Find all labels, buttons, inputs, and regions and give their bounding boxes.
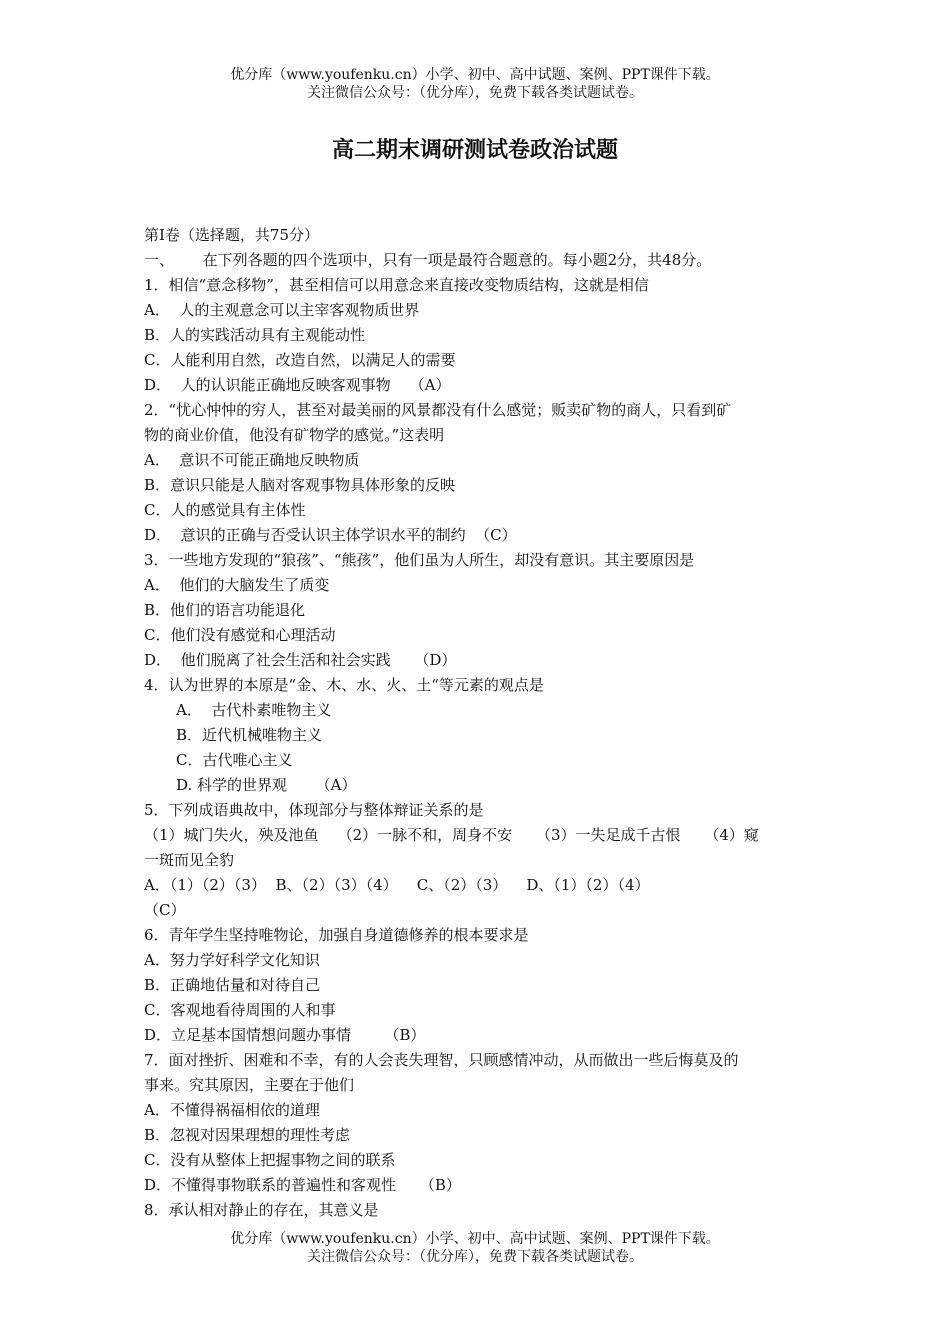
q4-option-d: D. 科学的世界观 （A） [176, 776, 357, 794]
q6-option-b: B．正确地估量和对待自己 [144, 976, 321, 994]
q6-option-a: A．努力学好科学文化知识 [144, 951, 320, 969]
q2-option-c: C．人的感觉具有主体性 [144, 501, 306, 519]
q6-option-d: D．立足基本国情想问题办事情 （B） [144, 1026, 426, 1044]
instruction-line: 一、 在下列各题的四个选项中，只有一项是最符合题意的。每小题2分，共48分。 [144, 251, 712, 269]
footer-line-1: 优分库（www.youfenku.cn）小学、初中、高中试题、案例、PPT课件下载。 [230, 1231, 720, 1247]
q2-option-d: D． 意识的正确与否受认识主体学识水平的制约 （C） [144, 526, 517, 544]
q3-option-c: C．他们没有感觉和心理活动 [144, 626, 336, 644]
q3-option-d: D． 他们脱离了社会生活和社会实践 （D） [144, 651, 457, 669]
q1-option-d: D． 人的认识能正确地反映客观事物 （A） [144, 376, 451, 394]
q6-option-c: C．客观地看待周围的人和事 [144, 1001, 336, 1019]
q7-option-d: D．不懂得事物联系的普遍性和客观性 （B） [144, 1176, 461, 1194]
q5-items: （1）城门失火，殃及池鱼 （2）一脉不和，周身不安 （3）一失足成千古恨 （4）窥 [144, 826, 759, 844]
q7-option-a: A．不懂得祸福相依的道理 [144, 1101, 320, 1119]
question-8: 8．承认相对静止的存在，其意义是 [144, 1201, 379, 1219]
footer-line-2: 关注微信公众号：（优分库），免费下载各类试题试卷。 [307, 1249, 643, 1265]
header-line-2: 关注微信公众号：（优分库），免费下载各类试题试卷。 [307, 85, 643, 101]
q5-answer: （C） [144, 901, 186, 919]
q3-option-a: A． 他们的大脑发生了质变 [144, 576, 330, 594]
document-title: 高二期末调研测试卷政治试题 [331, 138, 618, 163]
header-line-1: 优分库（www.youfenku.cn）小学、初中、高中试题、案例、PPT课件下载。 [230, 67, 720, 83]
q3-option-b: B．他们的语言功能退化 [144, 601, 306, 619]
q2-option-b: B．意识只能是人脑对客观事物具体形象的反映 [144, 476, 456, 494]
question-4: 4．认为世界的本原是“金、木、水、火、土“等元素的观点是 [144, 676, 544, 694]
q5-options: A．（1）（2）（3） B、（2）（3）（4） C、（2）（3） D、（1）（2）（4） [144, 876, 650, 894]
section-heading: 第I卷（选择题，共75分） [144, 226, 320, 244]
question-2-continued: 物的商业价值，他没有矿物学的感觉。”这表明 [144, 426, 445, 444]
question-7-continued: 事来。究其原因，主要在于他们 [144, 1076, 355, 1094]
page-header [0, 66, 950, 102]
question-3: 3．一些地方发现的“狼孩”、“熊孩”，他们虽为人所生，却没有意识。其主要原因是 [144, 551, 695, 569]
question-5: 5．下列成语典故中，体现部分与整体辩证关系的是 [144, 801, 484, 819]
q7-option-c: C．没有从整体上把握事物之间的联系 [144, 1151, 396, 1169]
question-2: 2．“忧心忡忡的穷人，甚至对最美丽的风景都没有什么感觉；贩卖矿物的商人，只看到矿 [144, 401, 732, 419]
question-7: 7．面对挫折、困难和不幸，有的人会丧失理智，只顾感情冲动，从而做出一些后悔莫及的 [144, 1051, 739, 1069]
q7-option-b: B．忽视对因果理想的理性考虑 [144, 1126, 351, 1144]
q4-option-b: B．近代机械唯物主义 [176, 726, 323, 744]
question-1: 1．相信“意念移物”，甚至相信可以用意念来直接改变物质结构，这就是相信 [144, 276, 649, 294]
document-body [144, 223, 810, 1223]
q4-option-a: A． 古代朴素唯物主义 [176, 701, 332, 719]
q1-option-a: A． 人的主观意念可以主宰客观物质世界 [144, 301, 420, 319]
question-6: 6．青年学生坚持唯物论，加强自身道德修养的根本要求是 [144, 926, 529, 944]
q5-items-continued: 一斑而见全豹 [144, 851, 235, 869]
q2-option-a: A． 意识不可能正确地反映物质 [144, 451, 360, 469]
q1-option-c: C．人能利用自然，改造自然，以满足人的需要 [144, 351, 456, 369]
q1-option-b: B．人的实践活动具有主观能动性 [144, 326, 366, 344]
page-footer [0, 1230, 950, 1266]
q4-option-c: C．古代唯心主义 [176, 751, 293, 769]
